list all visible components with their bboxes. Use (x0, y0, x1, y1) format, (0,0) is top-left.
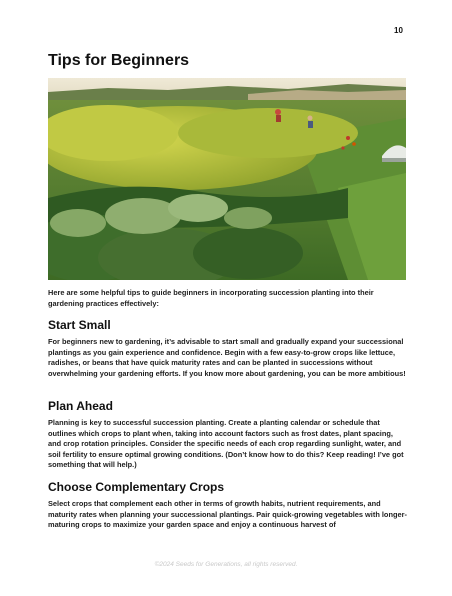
garden-photo (48, 78, 406, 280)
section-heading-plan-ahead: Plan Ahead (48, 399, 113, 413)
page-title: Tips for Beginners (48, 52, 190, 69)
section-body-complementary-crops: Select crops that complement each other in terms of growth habits, nutrient requirements, and maturity rates when planning your successional plantings. Pair quick-growing vegetables with longer-maturing crops to maximize your garden space and enjoy a continuous harvest of (48, 499, 407, 530)
intro-paragraph: Here are some helpful tips to guide beginners in incorporating succession planting into their gardening practices effectively: (48, 288, 374, 308)
section-body-plan-ahead: Planning is key to successful succession planting. Create a planting calendar or schedule that outlines which crops to plant when, taking into account factors such as frost dates, plant spacing, and crop rotation principles. Consider the specific needs of each crop regarding sunlight, water, and soil fertility to ensure optimal growing conditions. (Don’t know how to do this? Keep reading! I’ve got something that will help.) (48, 418, 404, 470)
section-body-start-small: For beginners new to gardening, it’s advisable to start small and gradually expand your successional plantings as you gain experience and confidence. Begin with a few easy-to-grow crops like lettuce, radishes, or beans that have quick maturity rates and can be planted in successions without overwhelming your gardening efforts. If you know more about gardening, you can be more ambitious! (48, 337, 406, 378)
copyright-footer: ©2024 Seeds for Generations, all rights reserved. (154, 561, 298, 568)
page-number: 10 (394, 26, 403, 35)
section-heading-start-small: Start Small (48, 318, 111, 332)
section-heading-complementary-crops: Choose Complementary Crops (48, 480, 225, 494)
